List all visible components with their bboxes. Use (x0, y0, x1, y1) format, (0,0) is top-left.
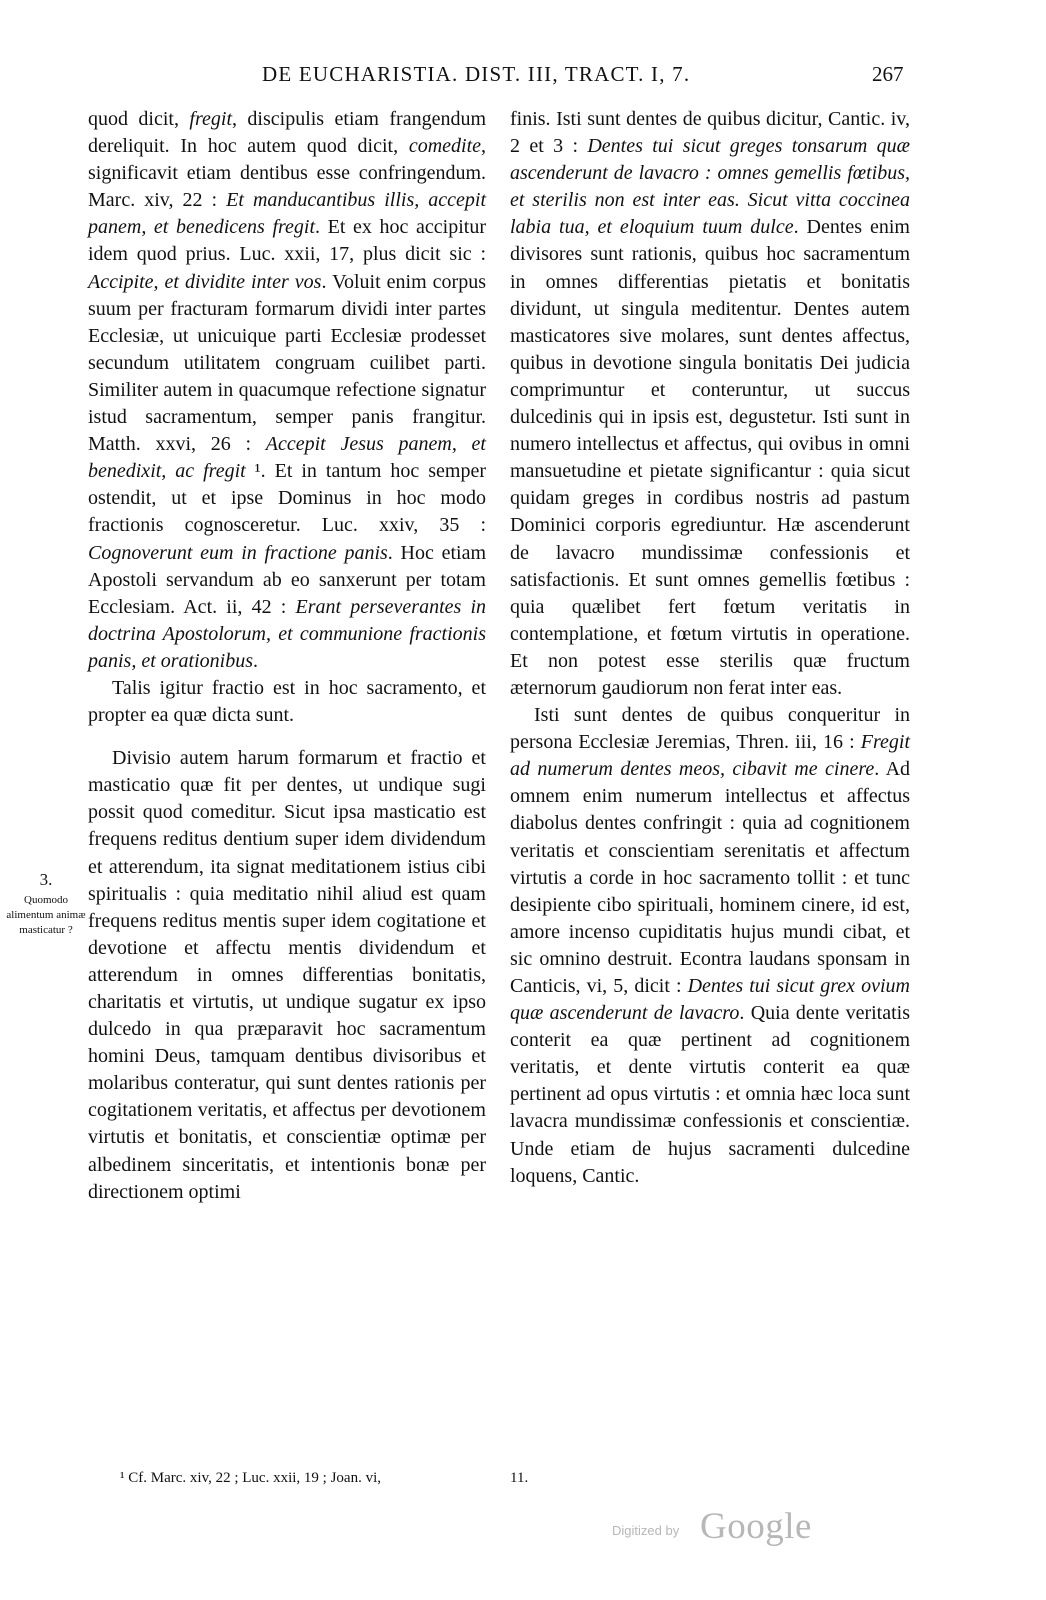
text-run: Isti sunt dentes de quibus conqueritur in persona Ecclesiæ Jeremias, Thren. iii, 16 : (510, 704, 910, 754)
paragraph (88, 675, 486, 729)
right-column (510, 106, 910, 1190)
italic-citation: Erant perseverantes in doctrina Apostolorum, et communione fractionis panis, et orationibus (88, 595, 487, 672)
text-run: . Quia dente veritatis conterit ea quæ pertinent ad cognitionem veritatis, et dente virtutis conterit ea quæ pertinent ad opus virtutis : et omnia hæc loca sunt lavacra mundissimæ confessionis et conscientiæ. Unde etiam de hujus sacramenti dulcedine loquens, Cantic. (510, 1002, 910, 1187)
digitized-label: Digitized by (612, 1523, 680, 1538)
page-number: 267 (872, 62, 904, 86)
italic-citation: fregit (189, 108, 232, 130)
google-logo: Google (700, 1506, 812, 1547)
italic-citation: comedite (408, 135, 481, 158)
italic-citation: Cognoverunt eum in fractione panis (88, 541, 388, 564)
paragraph-gap (88, 729, 486, 745)
text-run: . Voluit enim corpus suum per fracturam formarum dividi inter partes Ecclesiæ, ut unicuique parti Ecclesiæ prodesset secundum utilitatem congruam cuilibet parti. Similiter autem in quacumque refectione signatur istud sacramentum, semper panis frangitur. Matth. xxvi, 26 : (88, 270, 486, 456)
text-run: . Et ex hoc accipitur idem quod prius. Luc. xxii, 17, plus dicit sic : (88, 216, 486, 266)
text-run: Talis igitur fractio est in hoc sacramento, et propter ea quæ dicta sunt. (88, 676, 486, 727)
italic-citation: Et manducantibus illis, accepit panem, et benedicens fregit (88, 189, 487, 239)
left-column (88, 106, 486, 1206)
text-run: ¹. Et in tantum hoc semper ostendit, ut et ipse Dominus in hoc modo fractionis cognosceretur. Luc. xxiv, 35 : (88, 460, 486, 537)
text-run: quod dicit, (88, 108, 190, 130)
text-run: , significavit etiam dentibus esse confringendum. Marc. xiv, 22 : (88, 135, 486, 212)
text-run: finis. Isti sunt dentes de quibus dicitur, Cantic. iv, 2 et 3 : (510, 108, 910, 158)
paragraph (88, 106, 486, 675)
margin-note-number: 3. (39, 870, 53, 889)
margin-note (6, 872, 86, 938)
text-run: . Ad omnem enim numerum intellectus et affectus diabolus dentes confringit : quia ad cognitionem veritatis et conscientiam serenitatis et affectum virtutis a corde in hoc sacramento tollit : et tunc desipiente cibo spirituali, hominem cinere, id est, amore incenso cupiditatis hujus mundi cibat, et sic omnino destruit. Econtra laudans sponsam in Canticis, vi, 5, dicit : (510, 758, 911, 997)
text-run: Divisio autem harum formarum et fractio et masticatio quæ fit per dentes, ut undique sugi possit quod comeditur. Sicut ipsa masticatio est frequens reditus dentium super idem dividendum et atterendum, ita signat meditationem istius cibi spiritualis : quia meditatio nihil aliud est quam frequens reditus mentis super idem cogitatione et devotione et affectu mentis dividendum et atterendum in omnes differentias bonitatis, charitatis et virtutis, ut undique sugatur ex ipso dulcedo in qua præparavit hoc sacramentum homini Deus, tamquam dentibus divisoribus et molaribus conteratur, qui sunt dentes rationis per cogitationem veritatis, et affectus per devotionem virtutis et bonitatis, et conscientiæ optimæ per albedinem sinceritatis, et intentionis bonæ per directionem optimi (88, 747, 486, 1203)
running-header (0, 62, 1046, 94)
paragraph (510, 106, 910, 702)
italic-citation: Dentes tui sicut greges tonsarum quæ ascenderunt de lavacro : omnes gemellis fœtibus, et sterilis non est inter eas. Sicut vitta coccinea labia tua, et eloquium tuum dulce (510, 135, 910, 239)
running-title: DE EUCHARISTIA. DIST. III, TRACT. I, 7. (262, 62, 691, 86)
paragraph (510, 702, 910, 1190)
margin-note-text: Quomodo alimentum animæ masticatur ? (6, 894, 86, 936)
italic-citation: Dentes tui sicut grex ovium quæ ascenderunt de lavacro (510, 975, 910, 1025)
paragraph (88, 745, 486, 1206)
italic-citation: Fregit ad numerum dentes meos, cibavit me cinere (510, 731, 910, 781)
text-run: . (253, 649, 259, 672)
text-run: . Hoc etiam Apostoli servandum ab eo sanxerunt per totam Ecclesiam. Act. ii, 42 : (88, 541, 487, 618)
italic-citation: Accipite, et dividite inter vos (88, 270, 322, 293)
footnote: ¹ Cf. Marc. xiv, 22 ; Luc. xxii, 19 ; Joan. vi, (120, 1470, 381, 1486)
text-run: . Dentes enim divisores sunt rationis, quibus hoc sacramentum in omnes differentias pietatis et bonitatis dividunt, ut singula meditentur. Dentes autem masticatores sive molares, sunt dentes affectus, quibus in devotione singula bonitatis Dei judicia comprimuntur et conteruntur, ut succus dulcedinis qui in ipsis est, degustetur. Isti sunt in numero intellectus et affectus, qui ovibus in omni mansuetudine et pietate significantur : quia sicut quidam greges in cordibus nostris ad pastum Dominici corporis egrediuntur. Hæ ascenderunt de lavacro mundissimæ confessionis et satisfactionis. Et sunt omnes gemellis fœtibus : quia quælibet fert fœtum veritatis in contemplatione, et fœtum virtutis in operatione. Et non potest esse sterilis quæ fructum æternorum gaudiorum non ferat inter eas. (510, 216, 910, 699)
text-run: , discipulis etiam frangendum dereliquit. In hoc autem quod dicit, (88, 108, 486, 158)
digitized-watermark (612, 1505, 832, 1555)
italic-citation: Accepit Jesus panem, et benedixit, ac fregit (88, 433, 486, 483)
footnote-continuation: 11. (510, 1470, 529, 1486)
